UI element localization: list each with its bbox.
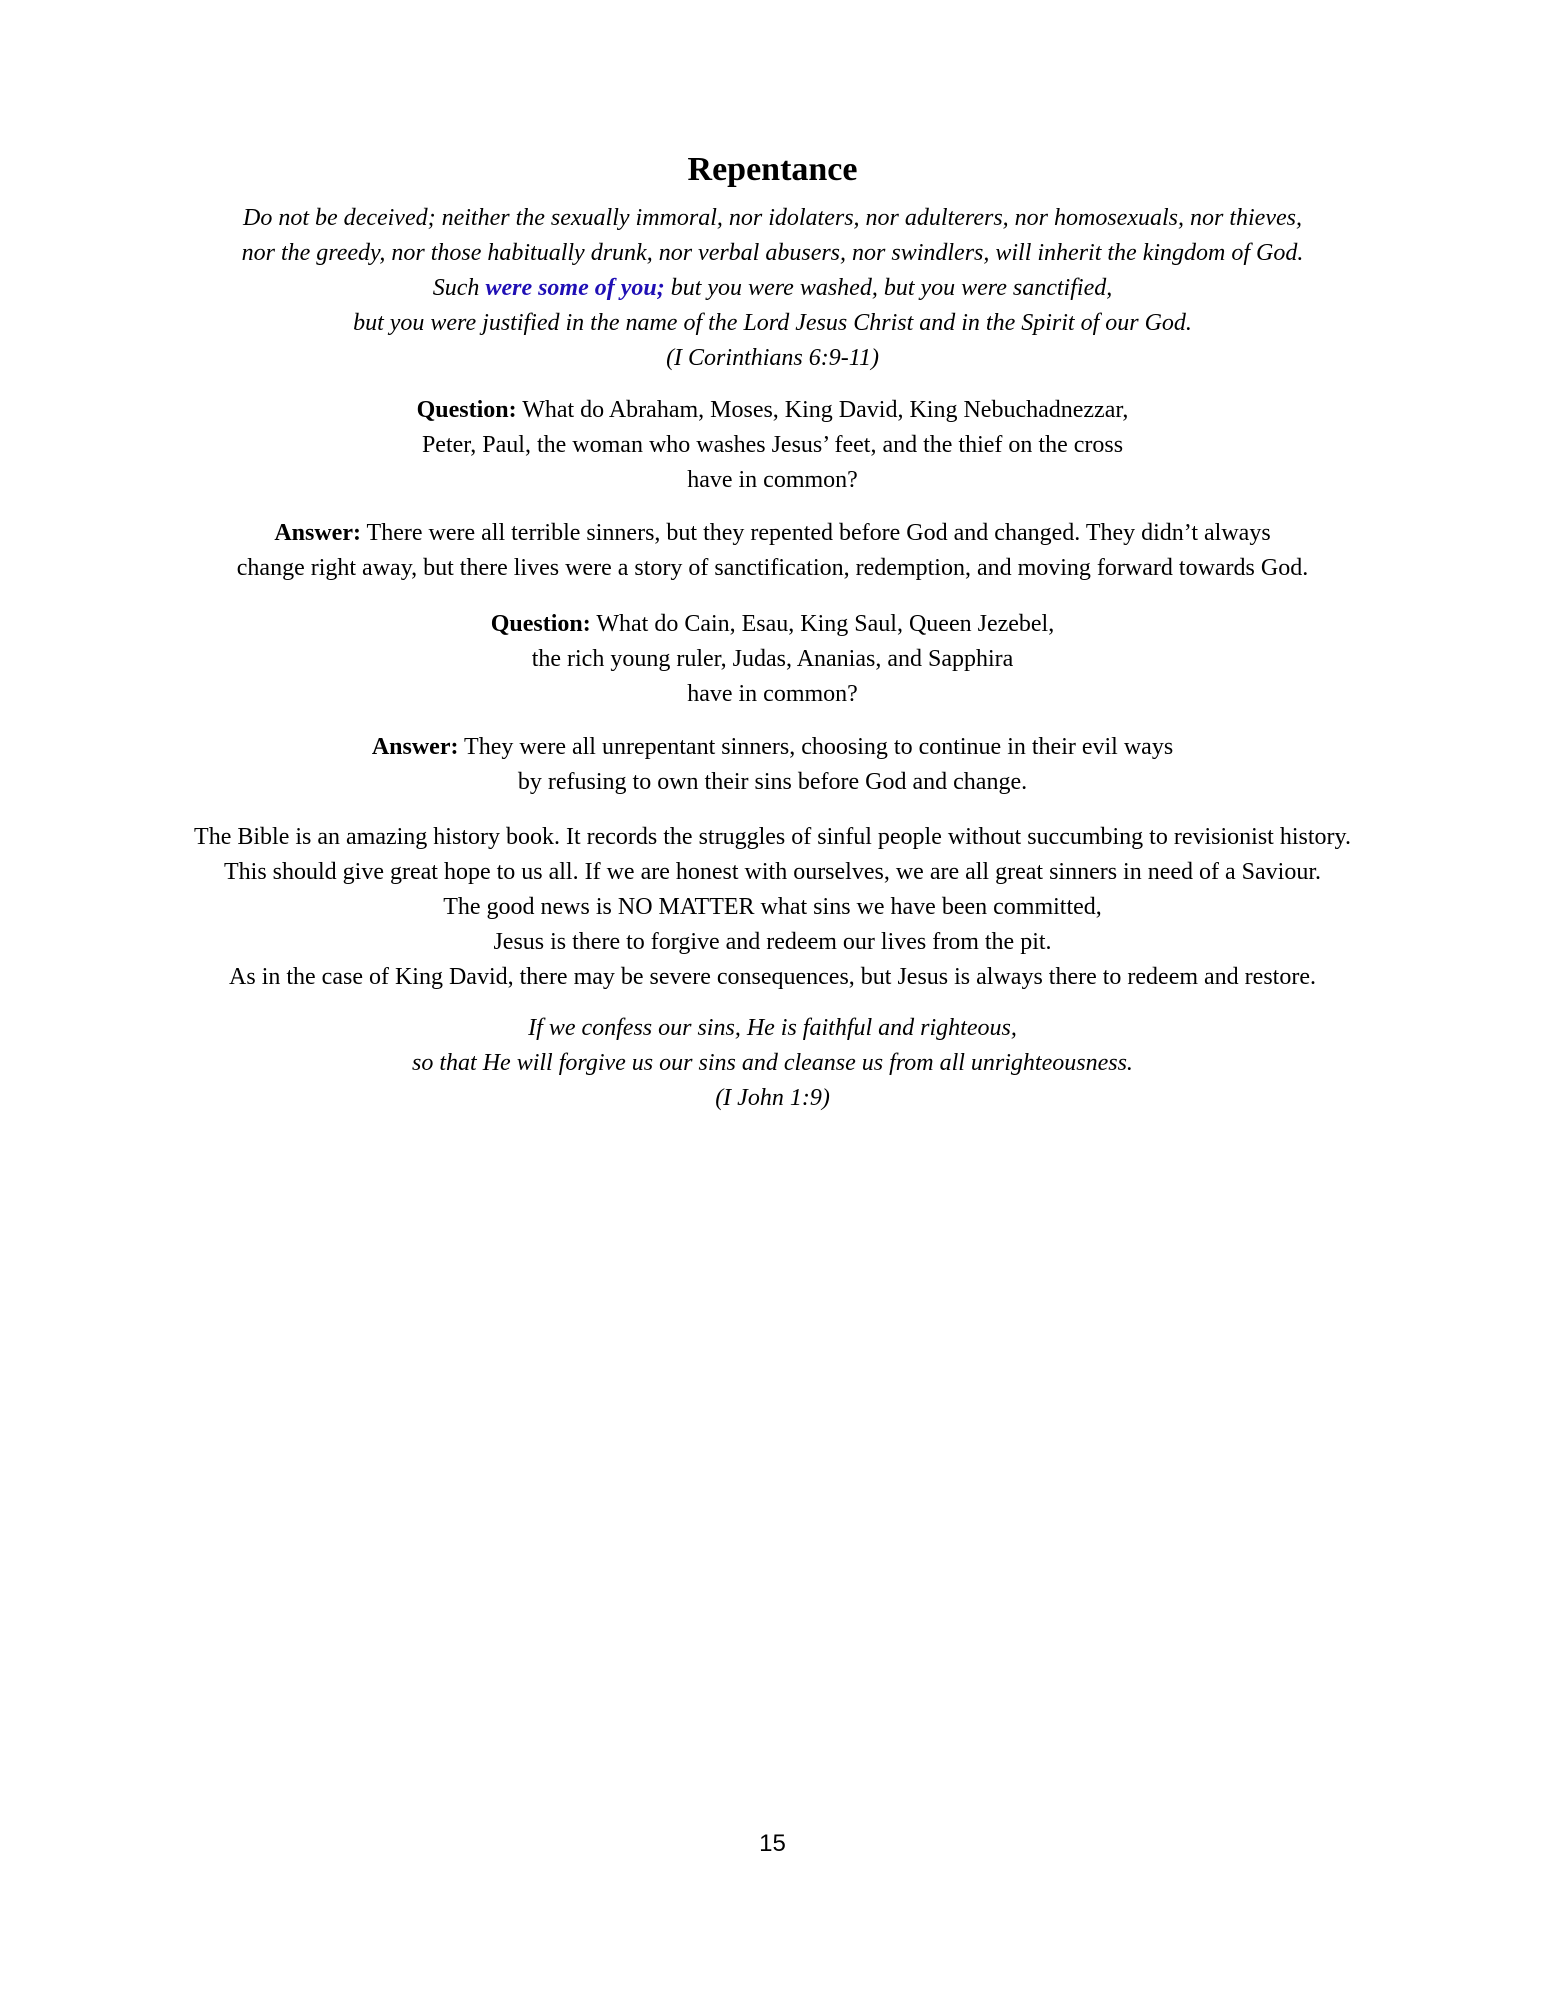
answer-text: There were all terrible sinners, but they repented before God and changed. They didn’t always [360,520,1271,546]
scripture-text: but you were washed, but you were sanctified, [664,275,1113,301]
opening-scripture [0,201,1545,376]
question-2 [0,607,1545,712]
question-label: Question: [490,611,591,637]
body-line: The Bible is an amazing history book. It records the struggles of sinful people without succumbing to revisionist history. [194,824,1351,850]
answer-label: Answer: [371,734,459,760]
body-paragraph [0,820,1545,995]
scripture-line: Do not be deceived; neither the sexually immoral, nor idolaters, nor adulterers, nor homosexuals, nor thieves, [243,205,1302,231]
question-line: have in common? [687,681,858,707]
question-text: What do Cain, Esau, King Saul, Queen Jezebel, [590,611,1055,637]
body-line: The good news is NO MATTER what sins we have been committed, [443,894,1102,920]
question-line [0,393,1545,428]
answer-line: by refusing to own their sins before God and change. [517,769,1028,795]
scripture-reference: (I Corinthians 6:9-11) [666,345,879,371]
closing-scripture [0,1011,1545,1116]
scripture-line: nor the greedy, nor those habitually drunk, nor verbal abusers, nor swindlers, will inherit the kingdom of God. [241,240,1304,266]
scripture-line: but you were justified in the name of the Lord Jesus Christ and in the Spirit of our God. [353,310,1192,336]
question-1 [0,393,1545,498]
answer-line: change right away, but there lives were a story of sanctification, redemption, and moving forward towards God. [236,555,1309,581]
page-number: 15 [759,1830,786,1857]
answer-line [0,730,1545,765]
body-line: This should give great hope to us all. If we are honest with ourselves, we are all great sinners in need of a Saviour. [223,859,1322,885]
page-title: Repentance [687,151,858,188]
scripture-line [0,271,1545,306]
scripture-line: If we confess our sins, He is faithful and righteous, [528,1015,1017,1041]
emphasized-phrase: were some of you; [485,275,665,301]
answer-text: They were all unrepentant sinners, choosing to continue in their evil ways [458,734,1174,760]
answer-1 [0,516,1545,586]
question-line: have in common? [687,467,858,493]
question-label: Question: [416,397,517,423]
answer-2 [0,730,1545,800]
body-line: As in the case of King David, there may be severe consequences, but Jesus is always there to redeem and restore. [229,964,1316,990]
question-line [0,607,1545,642]
scripture-line: so that He will forgive us our sins and cleanse us from all unrighteousness. [412,1050,1133,1076]
question-text: What do Abraham, Moses, King David, King Nebuchadnezzar, [516,397,1129,423]
answer-label: Answer: [274,520,361,546]
scripture-text: Such [432,275,486,301]
scripture-reference: (I John 1:9) [715,1085,830,1111]
answer-line [0,516,1545,551]
question-line: the rich young ruler, Judas, Ananias, and Sapphira [531,646,1014,672]
question-line: Peter, Paul, the woman who washes Jesus’ feet, and the thief on the cross [421,432,1124,458]
body-line: Jesus is there to forgive and redeem our lives from the pit. [493,929,1052,955]
